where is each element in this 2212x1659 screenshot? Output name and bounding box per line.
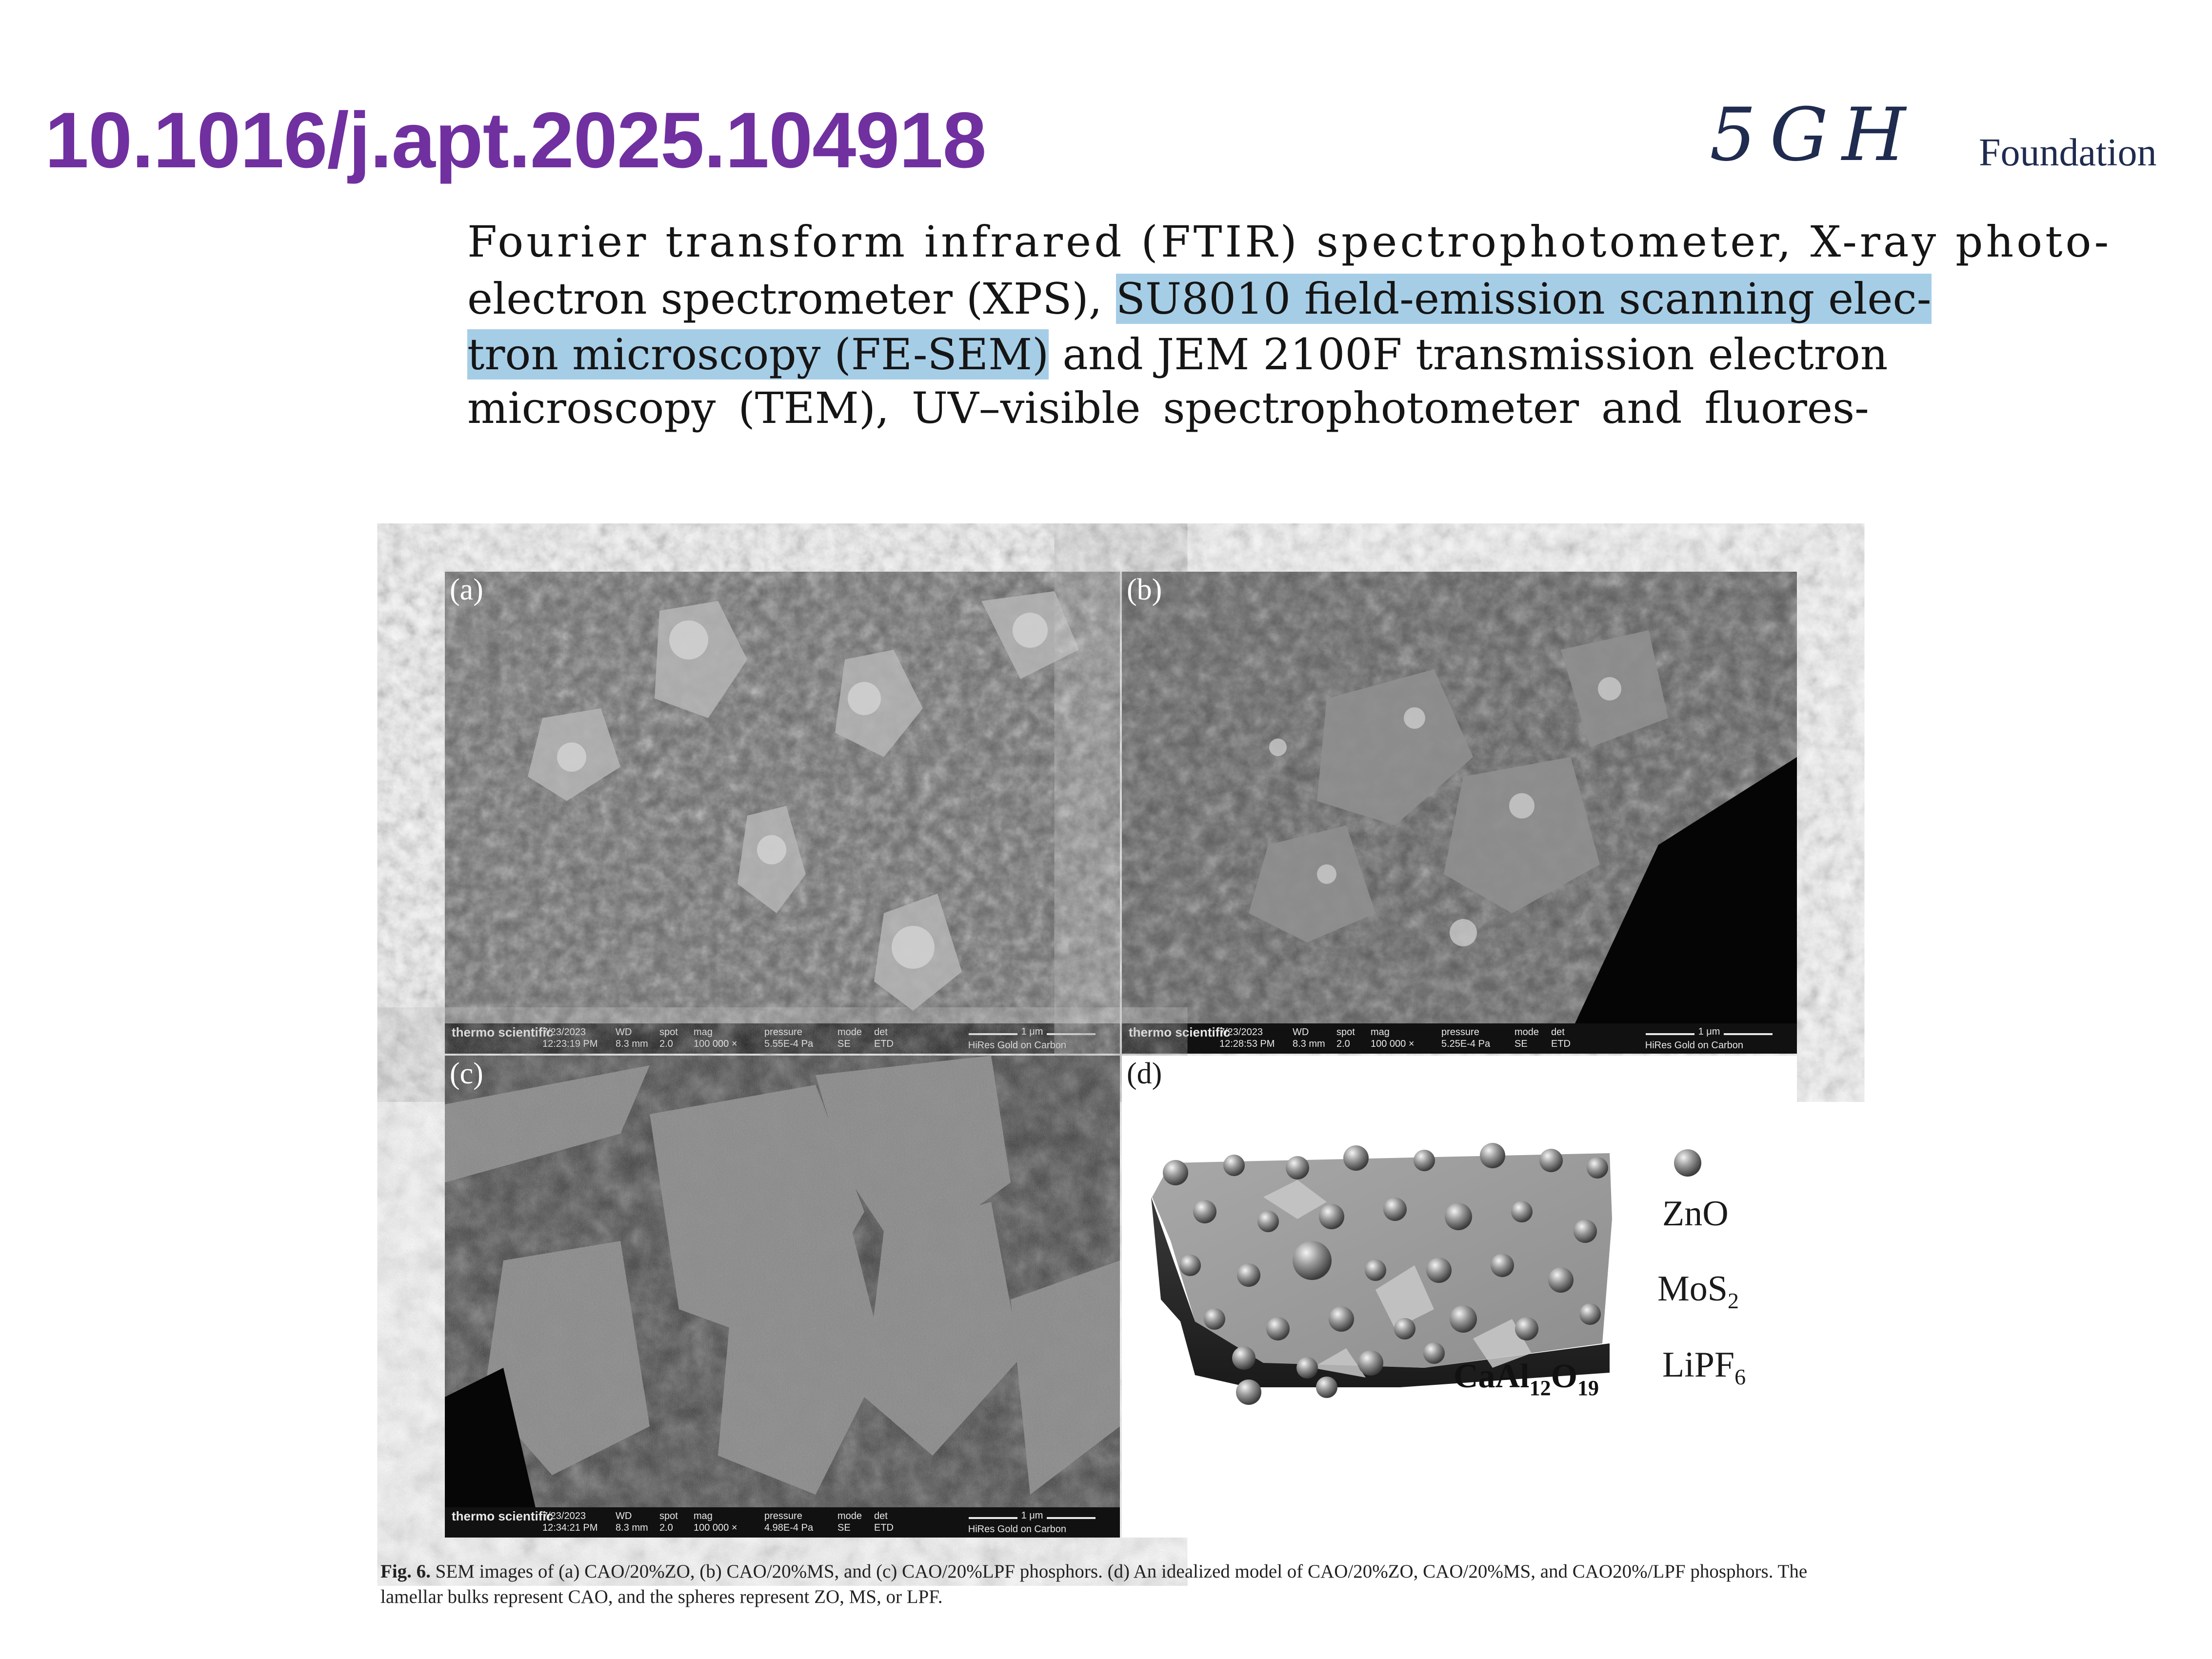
sphere-particle [1423,1342,1445,1364]
sphere-particle [1414,1150,1435,1171]
sphere-particle [1515,1317,1538,1340]
sphere-particle [1232,1346,1255,1370]
sphere-particle [1319,1204,1344,1229]
sphere-particle [1204,1308,1225,1330]
legend-zno: ZnO [1662,1194,1729,1234]
paper-excerpt [467,217,2112,468]
sphere-particle [1237,1263,1260,1287]
figure-caption [380,1559,1873,1610]
scale-bar-c: 1 μm [969,1510,1096,1521]
sphere-particle [1426,1258,1452,1283]
sphere-particle [1358,1350,1383,1376]
model-panel-d [1122,1056,1797,1538]
sphere-particle [1480,1143,1505,1168]
figure-6 [445,572,1797,1538]
thermo-logo: thermo scientific [452,1509,554,1523]
legend-mos2: MoS$_2$ [1657,1269,1739,1313]
excerpt-line-3: microscopy (TEM), UV–visible spectrophotometer and fluores- [467,383,1869,433]
sphere-particle [1296,1357,1318,1379]
panel-label-c: (c) [450,1057,483,1090]
sphere-particle [1286,1156,1309,1179]
sem-panel-a [445,572,1120,1054]
scale-bar-b: 1 μm [1646,1026,1773,1038]
legend-lipf6: LiPF$_6$ [1662,1345,1746,1389]
cao-label: $CaAl_{12}O_{19}$ [1454,1358,1599,1400]
sem-panel-b [1122,572,1797,1054]
sphere-particle [1257,1211,1279,1232]
logo-word-text: Foundation [1979,131,2157,174]
panel-label-a: (a) [450,573,483,606]
sphere-particle [1587,1157,1608,1179]
logo-script-text: 5GH [1710,93,1920,178]
sphere-particle [1579,1303,1601,1325]
sphere-particle [1445,1203,1472,1230]
sphere-particle [1163,1160,1188,1185]
caption-line-1: SEM images of (a) CAO/20%ZO, (b) CAO/20%MS, and (c) CAO/20%LPF phosphors. (d) An idealized model of CAO/20%ZO, CAO/20%MS, and CAO20%/LPF phosphors. The [435,1561,1808,1582]
sphere-particle [1293,1241,1332,1280]
thermo-logo: thermo scientific [1129,1025,1231,1039]
panel-label-b: (b) [1127,573,1162,606]
lamella-top-face [1152,1153,1612,1368]
sem-infobar-a: thermo scientific 7/23/2023 12:23:19 PM WD 8.3 mm spot 2.0 mag 100 000 × pressure 5.55E-4 Pa mode SE det ETD 1 μm HiRes Gold on Carbon [445,1023,1120,1054]
doi-title: 10.1016/j.apt.2025.104918 [45,96,986,184]
sphere-particle [1193,1200,1216,1223]
sem-image-a [445,572,1120,1054]
sphere-particle [1574,1219,1597,1243]
sem-image-b [1122,572,1797,1054]
sphere-particle [1343,1145,1369,1171]
highlighted-text: SU8010 field-emission scanning elec- [1116,274,1932,324]
sphere-particle [1223,1155,1245,1176]
sphere-particle [1394,1318,1415,1339]
sem-infobar-c: thermo scientific 7/23/2023 12:34:21 PM WD 8.3 mm spot 2.0 mag 100 000 × pressure 4.98E-4 Pa mode SE det ETD 1 μm HiRes Gold on Carbon [445,1507,1120,1538]
sphere-particle [1511,1201,1533,1222]
excerpt-line-1: electron spectrometer (XPS), SU8010 field-emission scanning elec- [467,274,1932,324]
sphere-particle [1236,1379,1261,1405]
sphere-particle [1179,1255,1201,1276]
sphere-particle [1329,1306,1354,1332]
scale-bar-a: 1 μm [969,1026,1096,1038]
sem-infobar-b: thermo scientific 7/23/2023 12:28:53 PM WD 8.3 mm spot 2.0 mag 100 000 × pressure 5.25E-4 Pa mode SE det ETD 1 μm HiRes Gold on Carbon [1122,1023,1797,1054]
sphere-particle [1266,1317,1290,1340]
excerpt-cut-line: Fourier transform infrared (FTIR) spectrophotometer, X-ray photo- [467,217,2112,267]
excerpt-line-2: tron microscopy (FE-SEM) and JEM 2100F transmission electron [467,329,1888,380]
zno-legend-sphere [1674,1149,1701,1177]
sem-image-c [445,1056,1120,1538]
fig-label: Fig. 6. [380,1561,431,1582]
sphere-particle [1365,1259,1386,1281]
panel-label-d: (d) [1127,1057,1162,1090]
caption-line-2: lamellar bulks represent CAO, and the spheres represent ZO, MS, or LPF. [380,1586,943,1607]
sphere-particle [1548,1267,1574,1293]
sphere-particle [1539,1149,1563,1172]
sphere-particle [1316,1377,1337,1398]
sphere-particle [1491,1254,1514,1277]
highlighted-text: tron microscopy (FE-SEM) [467,329,1049,380]
sphere-particle [1450,1305,1477,1333]
sem-panel-c [445,1056,1120,1538]
sphere-particle [1383,1198,1407,1221]
foundation-logo [1710,93,2173,190]
thermo-logo: thermo scientific [452,1025,554,1039]
